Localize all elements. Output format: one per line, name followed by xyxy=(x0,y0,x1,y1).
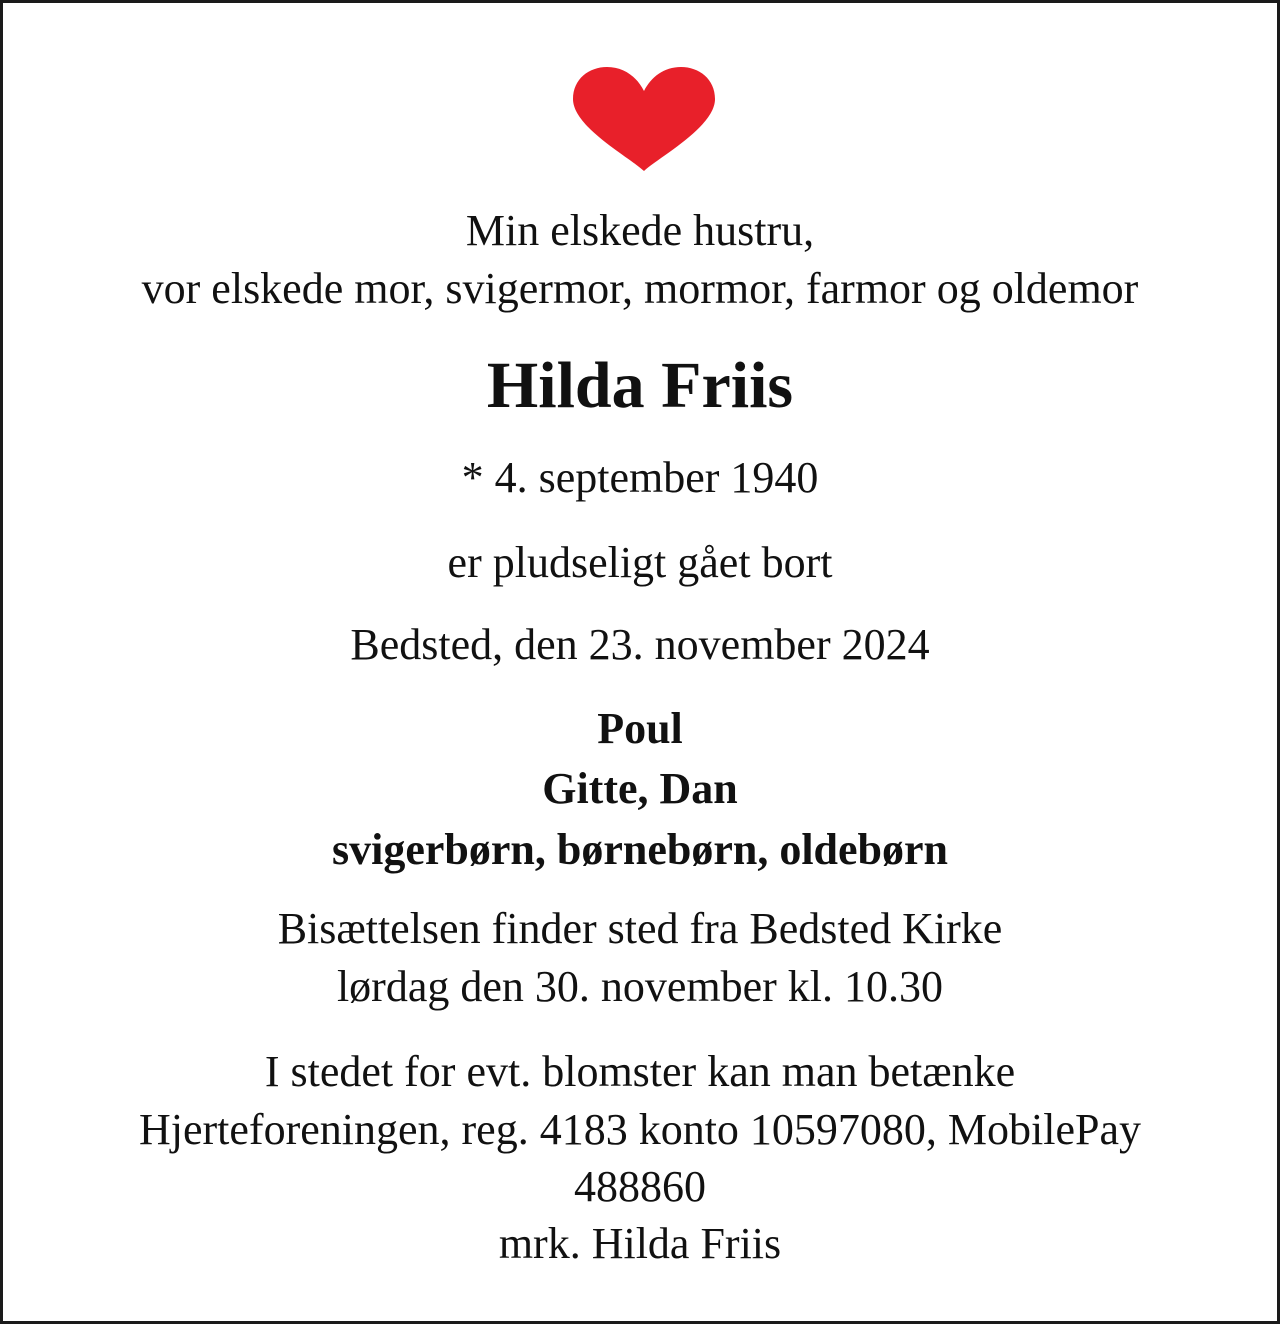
funeral-line-2: lørdag den 30. november kl. 10.30 xyxy=(336,962,944,1011)
deceased-name: Hilda Friis xyxy=(486,349,794,422)
family-line-3: svigerbørn, børnebørn, oldebørn xyxy=(331,825,949,874)
birth-date: * 4. september 1940 xyxy=(461,453,819,502)
family-line-1: Poul xyxy=(597,704,683,753)
intro-line-2: vor elskede mor, svigermor, mormor, farmor og oldemor xyxy=(141,264,1139,313)
funeral-line-1: Bisættelsen finder sted fra Bedsted Kirke xyxy=(277,904,1003,953)
donation-line-4: mrk. Hilda Friis xyxy=(498,1219,782,1268)
heart-icon xyxy=(571,65,717,173)
donation-line-2: Hjerteforeningen, reg. 4183 konto 10597080, MobilePay xyxy=(138,1105,1142,1154)
intro-line-1: Min elskede hustru, xyxy=(465,206,815,255)
place-and-date: Bedsted, den 23. november 2024 xyxy=(350,620,930,669)
donation-line-3: 488860 xyxy=(574,1162,706,1211)
passed-away-text: er pludseligt gået bort xyxy=(447,538,833,587)
donation-line-1: I stedet for evt. blomster kan man betænke xyxy=(264,1047,1016,1096)
family-line-2: Gitte, Dan xyxy=(542,764,738,813)
